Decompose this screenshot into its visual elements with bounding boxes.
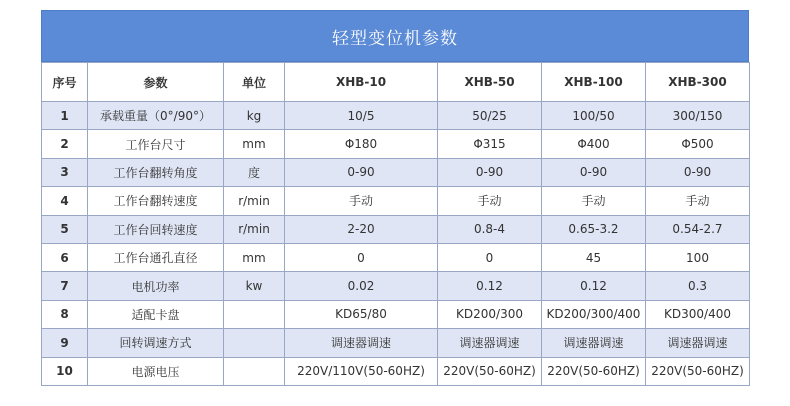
table-row bbox=[42, 300, 750, 328]
xhb-10-value-cell: 0.02 bbox=[285, 272, 438, 300]
xhb-100-value-cell: 100/50 bbox=[542, 102, 646, 130]
xhb-300-value-cell: 0.3 bbox=[646, 272, 750, 300]
xhb-300-value-cell: 调速器调速 bbox=[646, 329, 750, 357]
xhb-300-value-cell: 0.54-2.7 bbox=[646, 215, 750, 243]
column-header-xhb-300: XHB-300 bbox=[646, 63, 750, 102]
unit-cell: 度 bbox=[224, 158, 285, 186]
param-name-cell: 工作台尺寸 bbox=[88, 130, 224, 158]
row-index-cell: 4 bbox=[42, 187, 88, 215]
table-row bbox=[42, 243, 750, 271]
xhb-10-value-cell: 0-90 bbox=[285, 158, 438, 186]
xhb-100-value-cell: KD200/300/400 bbox=[542, 300, 646, 328]
xhb-300-value-cell: 100 bbox=[646, 243, 750, 271]
unit-cell: r/min bbox=[224, 215, 285, 243]
param-name-cell: 工作台回转速度 bbox=[88, 215, 224, 243]
row-index-cell: 5 bbox=[42, 215, 88, 243]
xhb-10-value-cell: 0 bbox=[285, 243, 438, 271]
column-header-xhb-50: XHB-50 bbox=[438, 63, 542, 102]
xhb-50-value-cell: 手动 bbox=[438, 187, 542, 215]
param-name-cell: 工作台翻转速度 bbox=[88, 187, 224, 215]
xhb-100-value-cell: 手动 bbox=[542, 187, 646, 215]
param-name-cell: 工作台通孔直径 bbox=[88, 243, 224, 271]
xhb-50-value-cell: 0.12 bbox=[438, 272, 542, 300]
param-name-cell: 电机功率 bbox=[88, 272, 224, 300]
xhb-50-value-cell: 0 bbox=[438, 243, 542, 271]
parameter-sheet bbox=[41, 10, 749, 386]
column-header-param: 参数 bbox=[88, 63, 224, 102]
xhb-50-value-cell: 0-90 bbox=[438, 158, 542, 186]
xhb-50-value-cell: 0.8-4 bbox=[438, 215, 542, 243]
row-index-cell: 10 bbox=[42, 357, 88, 385]
param-name-cell: 适配卡盘 bbox=[88, 300, 224, 328]
param-name-cell: 回转调速方式 bbox=[88, 329, 224, 357]
column-header-unit: 单位 bbox=[224, 63, 285, 102]
column-header-xhb-100: XHB-100 bbox=[542, 63, 646, 102]
row-index-cell: 6 bbox=[42, 243, 88, 271]
table-body bbox=[42, 102, 750, 386]
xhb-10-value-cell: 10/5 bbox=[285, 102, 438, 130]
xhb-100-value-cell: 0-90 bbox=[542, 158, 646, 186]
column-header-index: 序号 bbox=[42, 63, 88, 102]
xhb-100-value-cell: 0.65-3.2 bbox=[542, 215, 646, 243]
param-name-cell: 电源电压 bbox=[88, 357, 224, 385]
row-index-cell: 2 bbox=[42, 130, 88, 158]
table-row bbox=[42, 357, 750, 385]
unit-cell bbox=[224, 300, 285, 328]
xhb-100-value-cell: 0.12 bbox=[542, 272, 646, 300]
header-row bbox=[42, 63, 750, 102]
row-index-cell: 1 bbox=[42, 102, 88, 130]
xhb-100-value-cell: 220V(50-60HZ) bbox=[542, 357, 646, 385]
xhb-50-value-cell: 220V(50-60HZ) bbox=[438, 357, 542, 385]
table-row bbox=[42, 215, 750, 243]
xhb-300-value-cell: 220V(50-60HZ) bbox=[646, 357, 750, 385]
table-row bbox=[42, 158, 750, 186]
xhb-50-value-cell: 50/25 bbox=[438, 102, 542, 130]
xhb-50-value-cell: KD200/300 bbox=[438, 300, 542, 328]
table-title: 轻型变位机参数 bbox=[41, 10, 749, 62]
row-index-cell: 9 bbox=[42, 329, 88, 357]
table-row bbox=[42, 102, 750, 130]
xhb-10-value-cell: 2-20 bbox=[285, 215, 438, 243]
xhb-10-value-cell: Φ180 bbox=[285, 130, 438, 158]
row-index-cell: 3 bbox=[42, 158, 88, 186]
xhb-300-value-cell: 300/150 bbox=[646, 102, 750, 130]
table-row bbox=[42, 329, 750, 357]
param-name-cell: 工作台翻转角度 bbox=[88, 158, 224, 186]
unit-cell: r/min bbox=[224, 187, 285, 215]
xhb-50-value-cell: 调速器调速 bbox=[438, 329, 542, 357]
table-row bbox=[42, 272, 750, 300]
table-row bbox=[42, 130, 750, 158]
xhb-100-value-cell: 45 bbox=[542, 243, 646, 271]
xhb-300-value-cell: KD300/400 bbox=[646, 300, 750, 328]
xhb-100-value-cell: 调速器调速 bbox=[542, 329, 646, 357]
unit-cell: kg bbox=[224, 102, 285, 130]
column-header-xhb-10: XHB-10 bbox=[285, 63, 438, 102]
unit-cell: mm bbox=[224, 130, 285, 158]
xhb-10-value-cell: 220V/110V(50-60HZ) bbox=[285, 357, 438, 385]
xhb-50-value-cell: Φ315 bbox=[438, 130, 542, 158]
parameter-table bbox=[41, 62, 750, 386]
xhb-300-value-cell: 手动 bbox=[646, 187, 750, 215]
unit-cell bbox=[224, 329, 285, 357]
xhb-10-value-cell: 调速器调速 bbox=[285, 329, 438, 357]
row-index-cell: 8 bbox=[42, 300, 88, 328]
table-row bbox=[42, 187, 750, 215]
unit-cell bbox=[224, 357, 285, 385]
unit-cell: kw bbox=[224, 272, 285, 300]
xhb-10-value-cell: KD65/80 bbox=[285, 300, 438, 328]
param-name-cell: 承载重量（0°/90°） bbox=[88, 102, 224, 130]
xhb-10-value-cell: 手动 bbox=[285, 187, 438, 215]
unit-cell: mm bbox=[224, 243, 285, 271]
row-index-cell: 7 bbox=[42, 272, 88, 300]
xhb-100-value-cell: Φ400 bbox=[542, 130, 646, 158]
xhb-300-value-cell: Φ500 bbox=[646, 130, 750, 158]
xhb-300-value-cell: 0-90 bbox=[646, 158, 750, 186]
